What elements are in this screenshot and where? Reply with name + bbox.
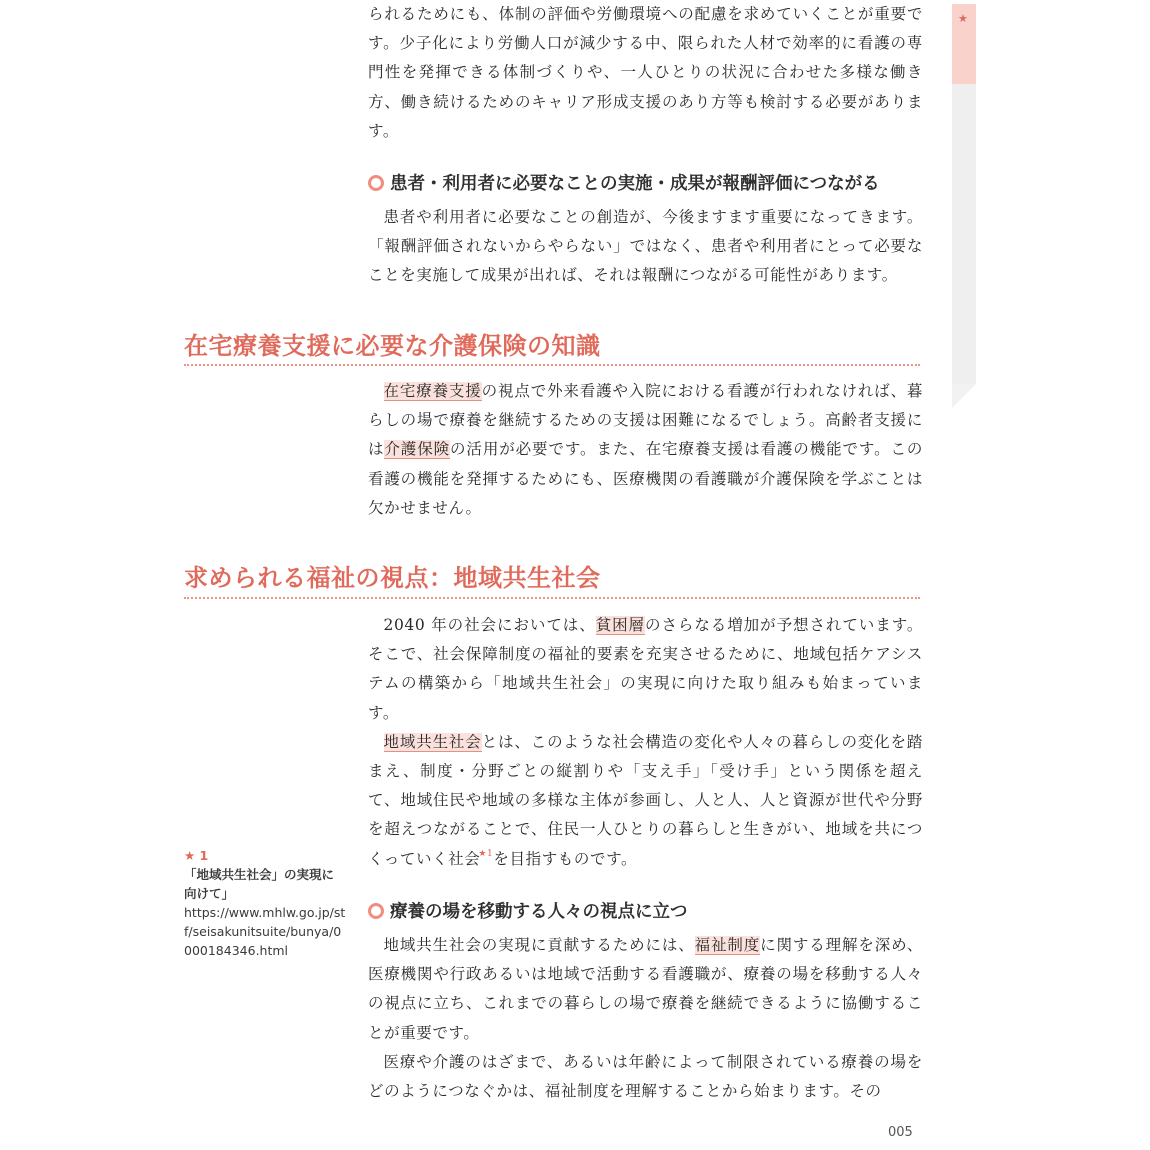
paragraph-reward: 患者や利用者に必要なことの創造が、今後ますます重要になってきます。「報酬評価されないからやらない」ではなく、患者や利用者にとって必要なことを実施して成果が出れば、それは報酬につながる可能性があります。 (368, 208, 923, 285)
chapter-tab-inactive (952, 84, 976, 384)
paragraph-perspective-block (368, 931, 923, 1106)
side-note-title: 「地域共生社会」の実現に向けて」 (184, 867, 335, 901)
side-note (184, 846, 346, 960)
star-icon: ★ (958, 12, 968, 25)
paragraph-community-symbiosis: 地域共生社会とは、このような社会構造の変化や人々の暮らしの変化を踏まえ、制度・分野ごとの縦割りや「支え手」「受け手」という関係を超えて、地域住民や地域の多様な主体が参画し、人と人、人と資源が世代や分野を超えつながることで、住民一人ひとりの暮らしと生きがい、地域を共につくっていく社会$^{★1}$を目指すものです。 (368, 732, 923, 868)
footnote-marker[interactable]: ★1 (478, 848, 494, 859)
paragraph-welfare-block (368, 611, 923, 877)
section-divider (184, 597, 920, 599)
side-note-marker: ★ 1 (184, 848, 209, 863)
paragraph-home-care: 在宅療養支援の視点で外来看護や入院における看護が行われなければ、暮らしの場で療養を継続するための支援は困難になるでしょう。高齢者支援には介護保険の活用が必要です。また、在宅療養支援は看護の機能です。この看護の機能を発揮するためにも、医療機関の看護職が介護保険を学ぶことは欠かせません。 (368, 382, 923, 517)
paragraph-reward-block (368, 203, 923, 291)
section-heading-home-care: 在宅療養支援に必要な介護保険の知識 (184, 332, 601, 360)
intro-paragraph-block (368, 0, 923, 146)
keyword-welfare-system: 福祉制度 (694, 936, 761, 954)
ring-bullet-icon (368, 903, 384, 919)
page-number: 005 (888, 1125, 913, 1140)
chapter-tab-active (952, 4, 976, 84)
paragraph-home-care-block (368, 377, 923, 523)
subheading-reward-evaluation (368, 170, 928, 195)
side-note-url[interactable]: https://www.mhlw.go.jp/stf/seisakunitsuite/bunya/0000184346.html (184, 905, 346, 958)
subheading-patient-perspective (368, 898, 928, 923)
keyword-care-insurance: 介護保険 (384, 440, 451, 459)
keyword-poverty: 貧困層 (595, 616, 646, 634)
chapter-edge-tabs (952, 0, 978, 408)
keyword-home-care-support: 在宅療養支援 (383, 382, 482, 400)
subheading-text: 療養の場を移動する人々の視点に立つ (390, 902, 688, 922)
paragraph-welfare-system: 地域共生社会の実現に貢献するためには、福祉制度に関する理解を深め、医療機関や行政あるいは地域で活動する看護職が、療養の場を移動する人々の視点に立ち、これまでの暮らしの場で療養を継続できるように協働することが重要です。 (368, 936, 923, 1042)
intro-paragraph: られるためにも、体制の評価や労働環境への配慮を求めていくことが重要です。少子化により労働人口が減少する中、限られた人材で効率的に看護の専門性を発揮できる体制づくりや、一人ひとりの状況に合わせた多様な働き方、働き続けるためのキャリア形成支援のあり方等も検討する必要があります。 (368, 5, 923, 140)
paragraph-2040-society: 2040 年の社会においては、貧困層のさらなる増加が予想されています。そこで、社会保障制度の福祉的要素を充実させるために、地域包括ケアシステムの構築から「地域共生社会」の実現に向けた取り組みも始まっています。 (368, 616, 923, 722)
chapter-tab-tail (952, 384, 976, 408)
paragraph-care-gap: 医療や介護のはざまで、あるいは年齢によって制限されている療養の場をどのようにつなぐかは、福祉制度を理解することから始まります。その (368, 1052, 923, 1101)
subheading-text: 患者・利用者に必要なことの実施・成果が報酬評価につながる (390, 174, 880, 194)
section-divider (184, 364, 920, 366)
ring-bullet-icon (368, 175, 384, 191)
keyword-community-symbiosis: 地域共生社会 (383, 732, 482, 751)
section-heading-welfare: 求められる福祉の視点：地域共生社会 (184, 564, 601, 592)
